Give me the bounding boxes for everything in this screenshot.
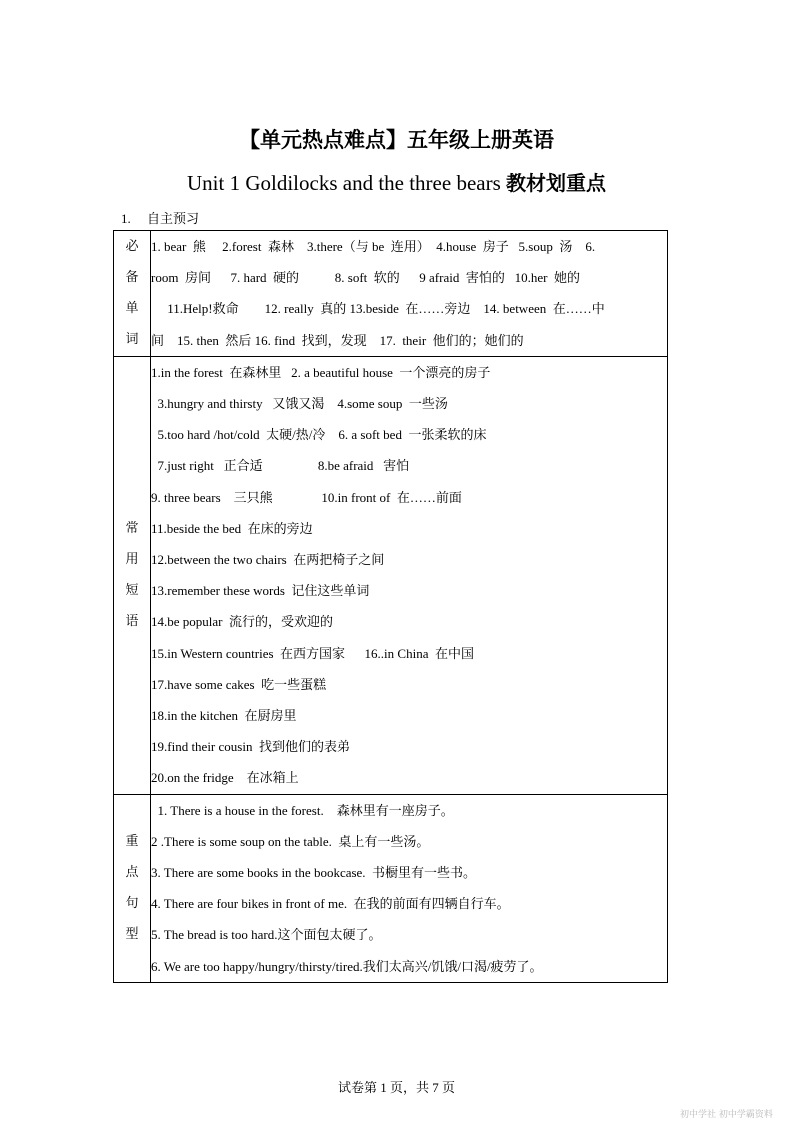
category-char: 句 <box>125 896 139 912</box>
content-line: 3. There are some books in the bookcase. 书橱里有一些书。 <box>151 865 477 881</box>
category-char: 重 <box>125 834 139 850</box>
section-heading <box>121 208 199 227</box>
content-line: 11.Help!救命 12. really 真的 13.beside 在……旁边 14. between 在……中 <box>151 301 605 317</box>
content-line: 间 15. then 然后 16. find 找到，发现 17. their 他们的；她们的 <box>151 332 524 348</box>
content-line: 6. We are too happy/hungry/thirsty/tired.我们太高兴/饥饿/口渴/疲劳了。 <box>151 958 543 974</box>
content-line: 4. There are four bikes in front of me. 在我的前面有四辆自行车。 <box>151 896 510 912</box>
content-line: 14.be popular 流行的，受欢迎的 <box>151 614 333 630</box>
content-line: 17.have some cakes 吃一些蛋糕 <box>151 676 327 692</box>
content-line: 5. The bread is too hard.这个面包太硬了。 <box>151 927 382 943</box>
category-char: 短 <box>125 583 139 599</box>
content-line: 12.between the two chairs 在两把椅子之间 <box>151 552 385 568</box>
content-line: 9. three bears 三只熊 10.in front of 在……前面 <box>151 489 462 505</box>
category-char: 用 <box>125 552 139 568</box>
content-line: 13.remember these words 记住这些单词 <box>151 583 370 599</box>
category-char: 语 <box>125 614 139 630</box>
category-char: 点 <box>125 865 139 881</box>
category-char: 单 <box>125 301 139 317</box>
content-line: 1. bear 熊 2.forest 森林 3.there（与 be 连用） 4.house 房子 5.soup 汤 6. <box>151 239 596 254</box>
row-content <box>151 356 668 794</box>
row-category-label <box>114 231 151 357</box>
content-line: 18.in the kitchen 在厨房里 <box>151 708 297 724</box>
content-line: 7.just right 正合适 8.be afraid 害怕 <box>151 458 410 474</box>
content-line: 5.too hard /hot/cold 太硬/热/冷 6. a soft bed 一张柔软的床 <box>151 427 487 443</box>
category-char: 型 <box>125 927 139 943</box>
vocabulary-table <box>113 230 668 983</box>
content-line: 15.in Western countries 在西方国家 16..in China 在中国 <box>151 645 474 661</box>
content-line: 19.find their cousin 找到他们的表弟 <box>151 739 350 755</box>
content-line: 1. There is a house in the forest. 森林里有一座房子。 <box>151 802 454 818</box>
row-category-label <box>114 356 151 794</box>
page-subtitle <box>0 167 793 196</box>
category-char: 备 <box>125 270 139 286</box>
watermark-logo: 初中学社 初中学霸资料 <box>680 1110 773 1120</box>
row-content <box>151 794 668 982</box>
category-char: 必 <box>125 239 139 255</box>
row-vocabulary <box>114 231 668 357</box>
row-category-label <box>114 794 151 982</box>
content-line: room 房间 7. hard 硬的 8. soft 软的 9 afraid 害怕的 10.her 她的 <box>151 270 580 286</box>
row-phrases <box>114 356 668 794</box>
subtitle-chinese: 教材划重点 <box>506 171 606 195</box>
page-title: 【单元热点难点】五年级上册英语 <box>239 128 554 152</box>
section-label: 自主预习 <box>147 211 200 226</box>
content-line: 1.in the forest 在森林里 2. a beautiful house 一个漂亮的房子 <box>151 364 491 380</box>
content-line: 2 .There is some soup on the table. 桌上有一些汤。 <box>151 833 430 849</box>
subtitle-english: Unit 1 Goldilocks and the three bears <box>187 171 506 195</box>
row-content <box>151 231 668 357</box>
content-line: 11.beside the bed 在床的旁边 <box>151 520 313 536</box>
category-char: 常 <box>125 521 139 537</box>
category-char: 词 <box>125 332 139 348</box>
content-line: 3.hungry and thirsty 又饿又渴 4.some soup 一些汤 <box>151 396 448 412</box>
page-footer: 试卷第 1 页，共 7 页 <box>337 1080 455 1095</box>
row-sentences <box>114 794 668 982</box>
section-number: 1. <box>121 211 131 226</box>
content-line: 20.on the fridge 在冰箱上 <box>151 770 299 786</box>
